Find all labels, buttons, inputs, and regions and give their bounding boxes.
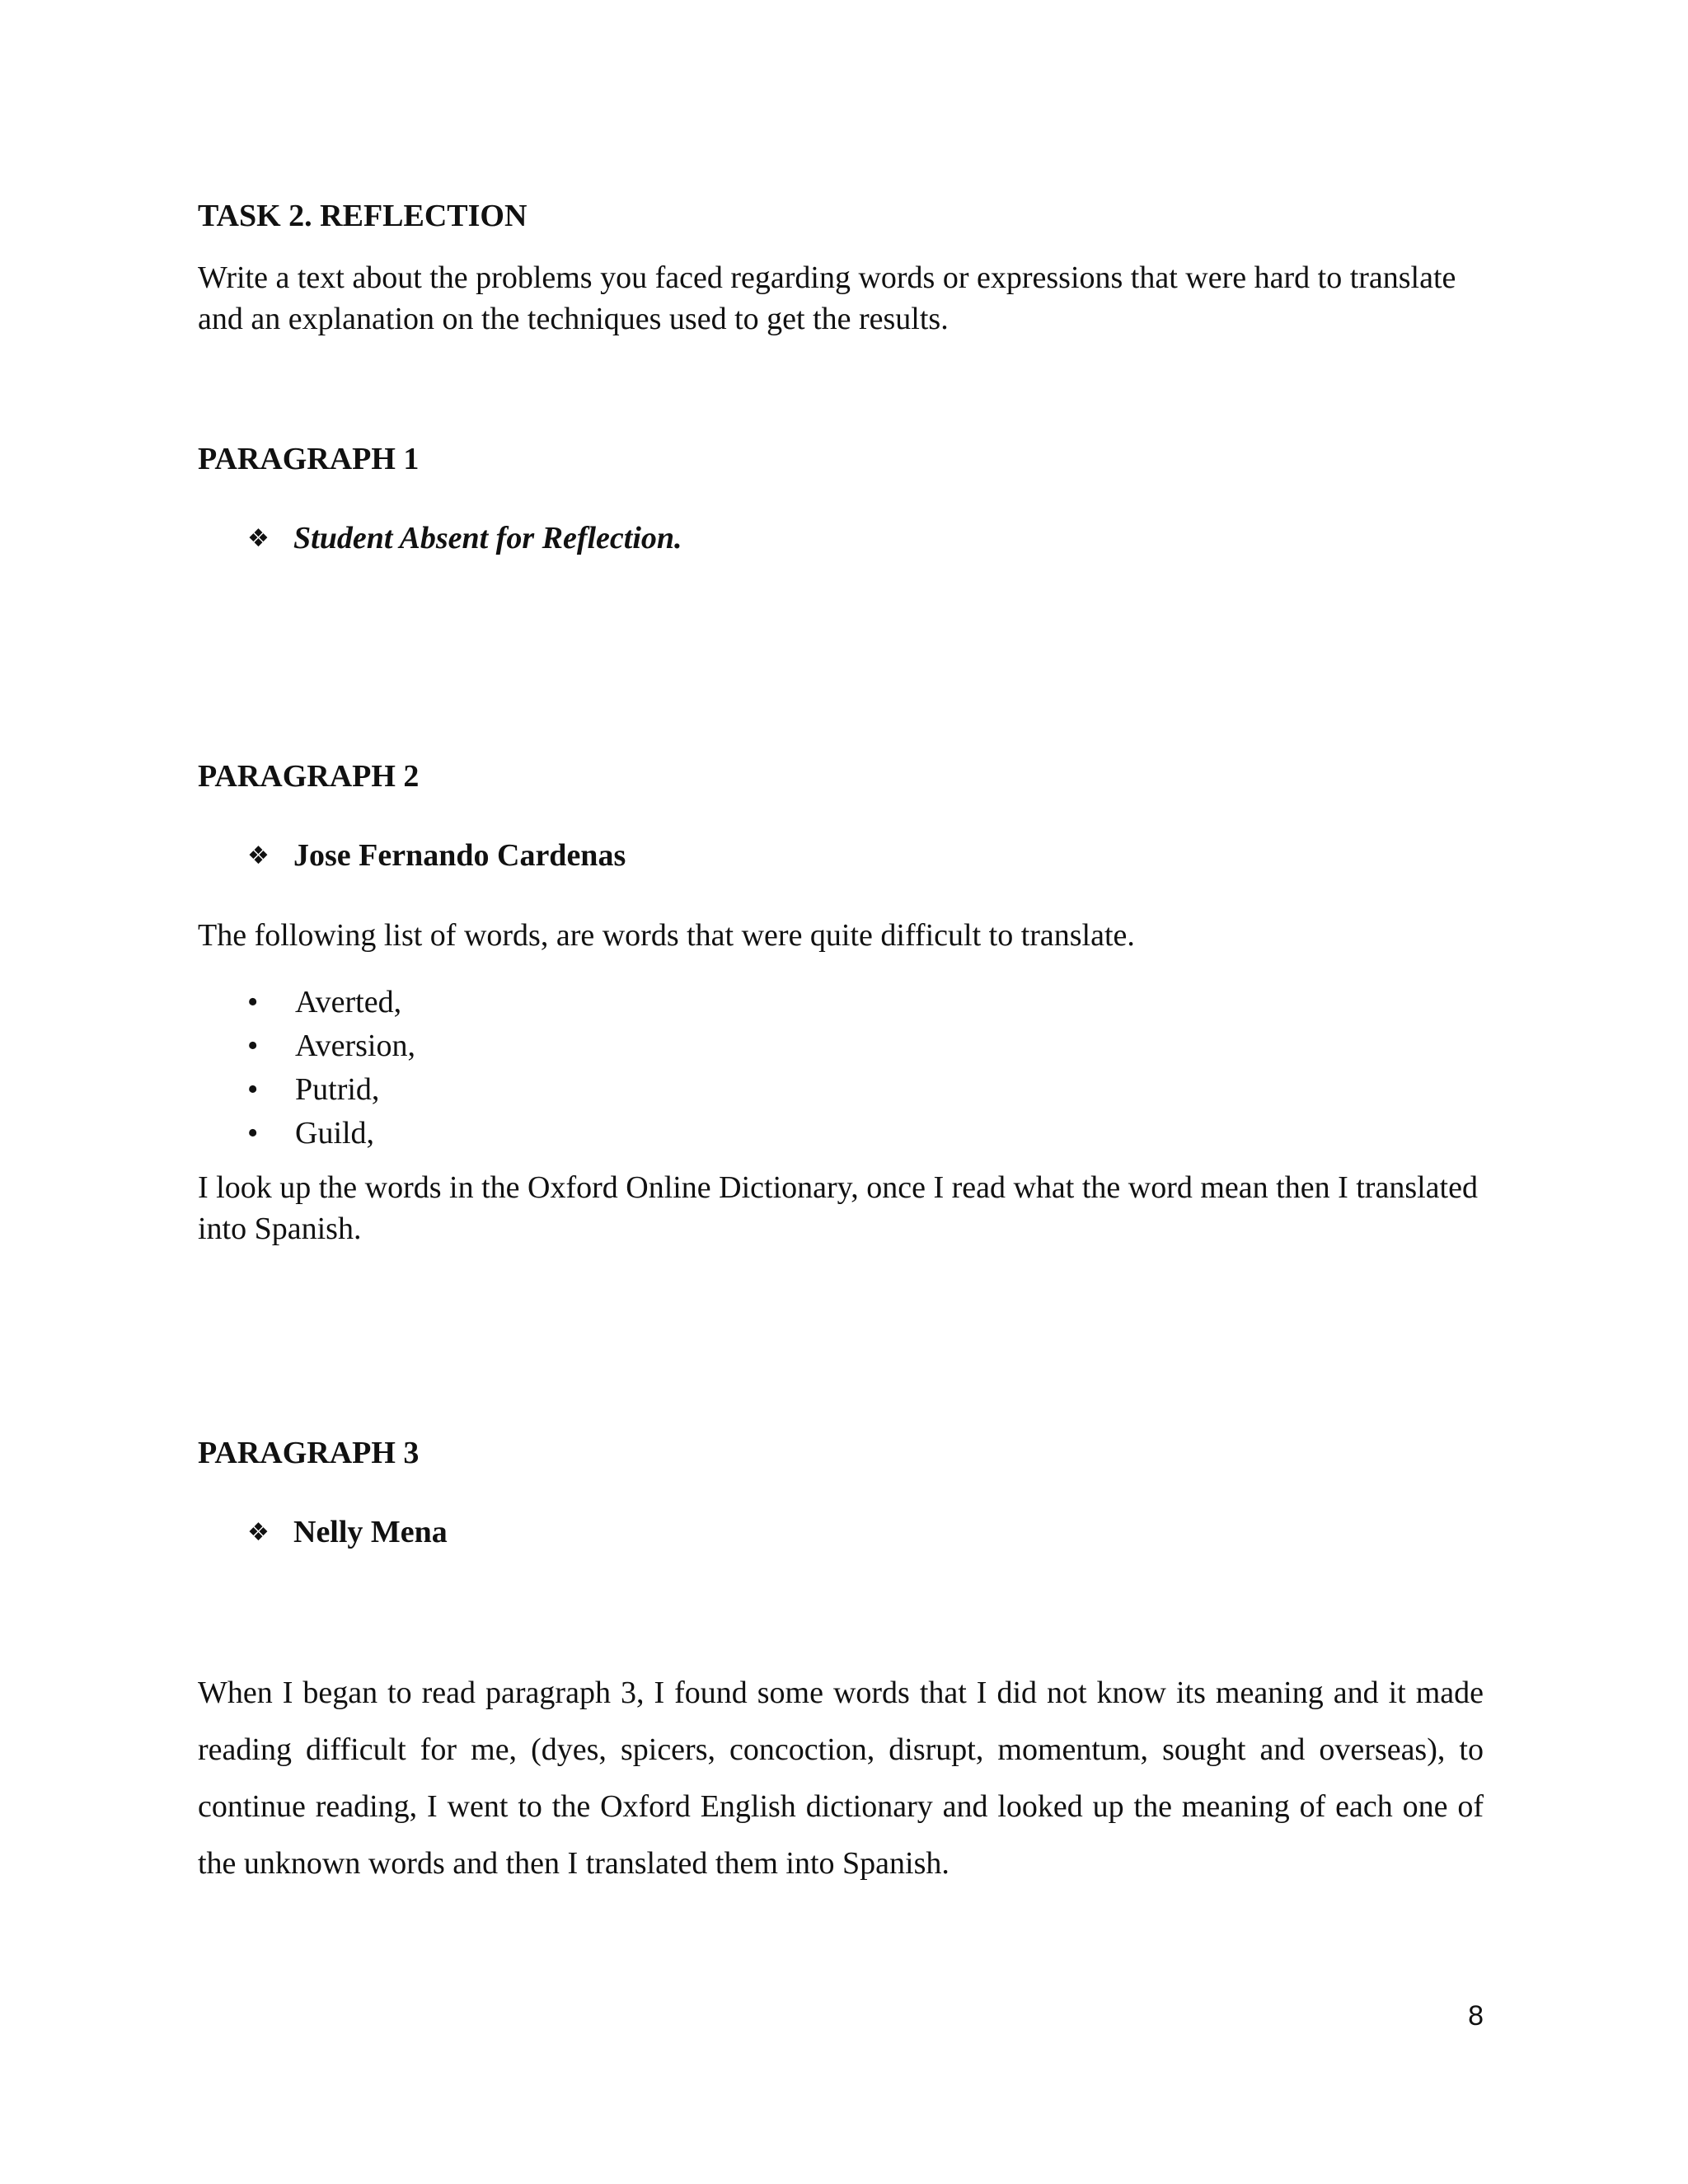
task-instructions: Write a text about the problems you faced regarding words or expressions that were hard to translate and an explanation on the techniques used to get the results. <box>198 260 1456 336</box>
paragraph1-heading: PARAGRAPH 1 <box>198 442 420 476</box>
page-number: 8 <box>1468 2000 1484 2032</box>
list-item: • Averted, <box>247 981 415 1024</box>
round-bullet-icon: • <box>247 985 259 1019</box>
four-diamond-bullet-icon: ❖ <box>247 524 270 553</box>
paragraph2-body: I look up the words in the Oxford Online Dictionary, once I read what the word mean then I translated into Spanish. <box>198 1170 1478 1246</box>
four-diamond-bullet-icon: ❖ <box>247 841 270 870</box>
word-list <box>247 981 415 1155</box>
paragraph1-item-text: Student Absent for Reflection. <box>293 521 682 555</box>
list-item: • Putrid, <box>247 1068 415 1112</box>
paragraph3-heading: PARAGRAPH 3 <box>198 1436 420 1470</box>
paragraph2-item <box>247 835 626 877</box>
round-bullet-icon: • <box>247 1116 259 1151</box>
paragraph2-heading: PARAGRAPH 2 <box>198 759 420 794</box>
paragraph2-intro: The following list of words, are words that were quite difficult to translate. <box>198 918 1135 953</box>
paragraph3-body: When I began to read paragraph 3, I found some words that I did not know its meaning and it made reading difficult for me, (dyes, spicers, concoction, disrupt, momentum, sought and overseas), to continue reading, I went to the Oxford English dictionary and looked up the meaning of each one of the unknown words and then I translated them into Spanish. <box>198 1675 1484 1881</box>
paragraph1-item <box>247 518 682 560</box>
task-heading: TASK 2. REFLECTION <box>198 199 528 233</box>
paragraph3-item-text: Nelly Mena <box>293 1515 448 1549</box>
list-item: • Aversion, <box>247 1024 415 1068</box>
paragraph3-item <box>247 1511 448 1554</box>
round-bullet-icon: • <box>247 1029 259 1063</box>
four-diamond-bullet-icon: ❖ <box>247 1518 270 1547</box>
paragraph2-item-text: Jose Fernando Cardenas <box>293 838 626 873</box>
round-bullet-icon: • <box>247 1072 259 1107</box>
list-item: • Guild, <box>247 1112 415 1155</box>
